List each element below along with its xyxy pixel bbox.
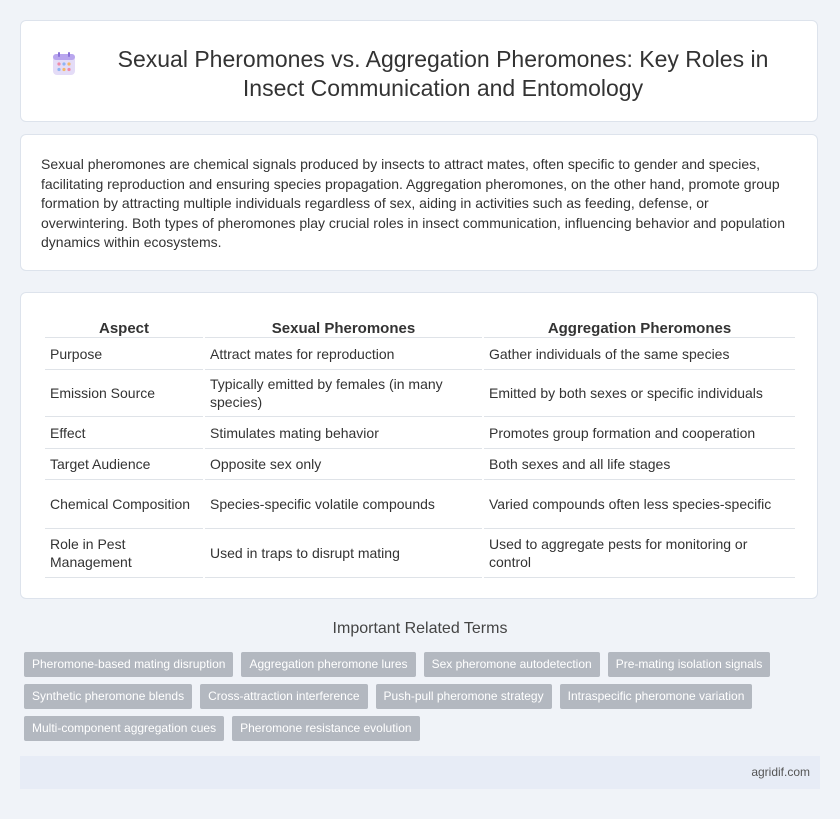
sexual-cell: Opposite sex only (205, 449, 482, 480)
title-card (20, 20, 818, 122)
calendar-grid-icon (51, 51, 77, 77)
sexual-cell: Used in traps to disrupt mating (205, 529, 482, 578)
comparison-card (20, 292, 818, 599)
table-row (45, 529, 795, 578)
aspect-cell: Target Audience (45, 449, 203, 480)
aspect-cell: Effect (45, 417, 203, 449)
aggregation-cell: Promotes group formation and cooperation (484, 417, 795, 449)
aspect-cell: Purpose (45, 338, 203, 370)
comparison-table (43, 317, 797, 578)
header-sexual: Sexual Pheromones (205, 317, 482, 338)
table-row (45, 370, 795, 417)
aggregation-cell: Used to aggregate pests for monitoring or control (484, 529, 795, 578)
table-row (45, 449, 795, 480)
header-aspect: Aspect (45, 317, 203, 338)
aspect-cell: Role in Pest Management (45, 529, 203, 578)
table-row (45, 480, 795, 529)
table-row (45, 338, 795, 370)
aspect-cell: Chemical Composition (45, 480, 203, 529)
related-tag[interactable]: Pheromone-based mating disruption (24, 652, 233, 677)
aggregation-cell: Varied compounds often less species-specific (484, 480, 795, 529)
related-tag[interactable]: Sex pheromone autodetection (424, 652, 600, 677)
related-tag[interactable]: Push-pull pheromone strategy (376, 684, 552, 709)
related-tag[interactable]: Synthetic pheromone blends (24, 684, 192, 709)
sexual-cell: Attract mates for reproduction (205, 338, 482, 370)
related-tag[interactable]: Cross-attraction interference (200, 684, 367, 709)
aggregation-cell: Both sexes and all life stages (484, 449, 795, 480)
related-tag[interactable]: Intraspecific pheromone variation (560, 684, 753, 709)
intro-paragraph: Sexual pheromones are chemical signals produced by insects to attract mates, often specific to gender and species, facilitating reproduction and ensuring species propagation. Aggregation pheromones, on the other hand, promote group formation by attracting multiple individuals regardless of sex, aiding in activities such as feeding, defense, or overwintering. Both types of pheromones play crucial roles in insect communication, influencing behavior and population dynamics within ecosystems. (41, 156, 785, 250)
sexual-cell: Typically emitted by females (in many species) (205, 370, 482, 417)
table-row (45, 417, 795, 449)
sexual-cell: Species-specific volatile compounds (205, 480, 482, 529)
footer-site-link[interactable]: agridif.com (751, 765, 810, 779)
related-tag[interactable]: Pre-mating isolation signals (608, 652, 771, 677)
intro-card (20, 134, 818, 271)
table-header-row (45, 317, 795, 338)
sexual-cell: Stimulates mating behavior (205, 417, 482, 449)
header-aggregation: Aggregation Pheromones (484, 317, 795, 338)
aggregation-cell: Emitted by both sexes or specific individuals (484, 370, 795, 417)
related-terms-list (24, 652, 784, 741)
page-title: Sexual Pheromones vs. Aggregation Pheromones: Key Roles in Insect Communication and Entomology (117, 46, 769, 101)
aspect-cell: Emission Source (45, 370, 203, 417)
related-terms-title: Important Related Terms (332, 620, 508, 637)
related-tag[interactable]: Multi-component aggregation cues (24, 716, 224, 741)
related-tag[interactable]: Pheromone resistance evolution (232, 716, 419, 741)
related-tag[interactable]: Aggregation pheromone lures (241, 652, 415, 677)
footer (20, 756, 820, 789)
aggregation-cell: Gather individuals of the same species (484, 338, 795, 370)
